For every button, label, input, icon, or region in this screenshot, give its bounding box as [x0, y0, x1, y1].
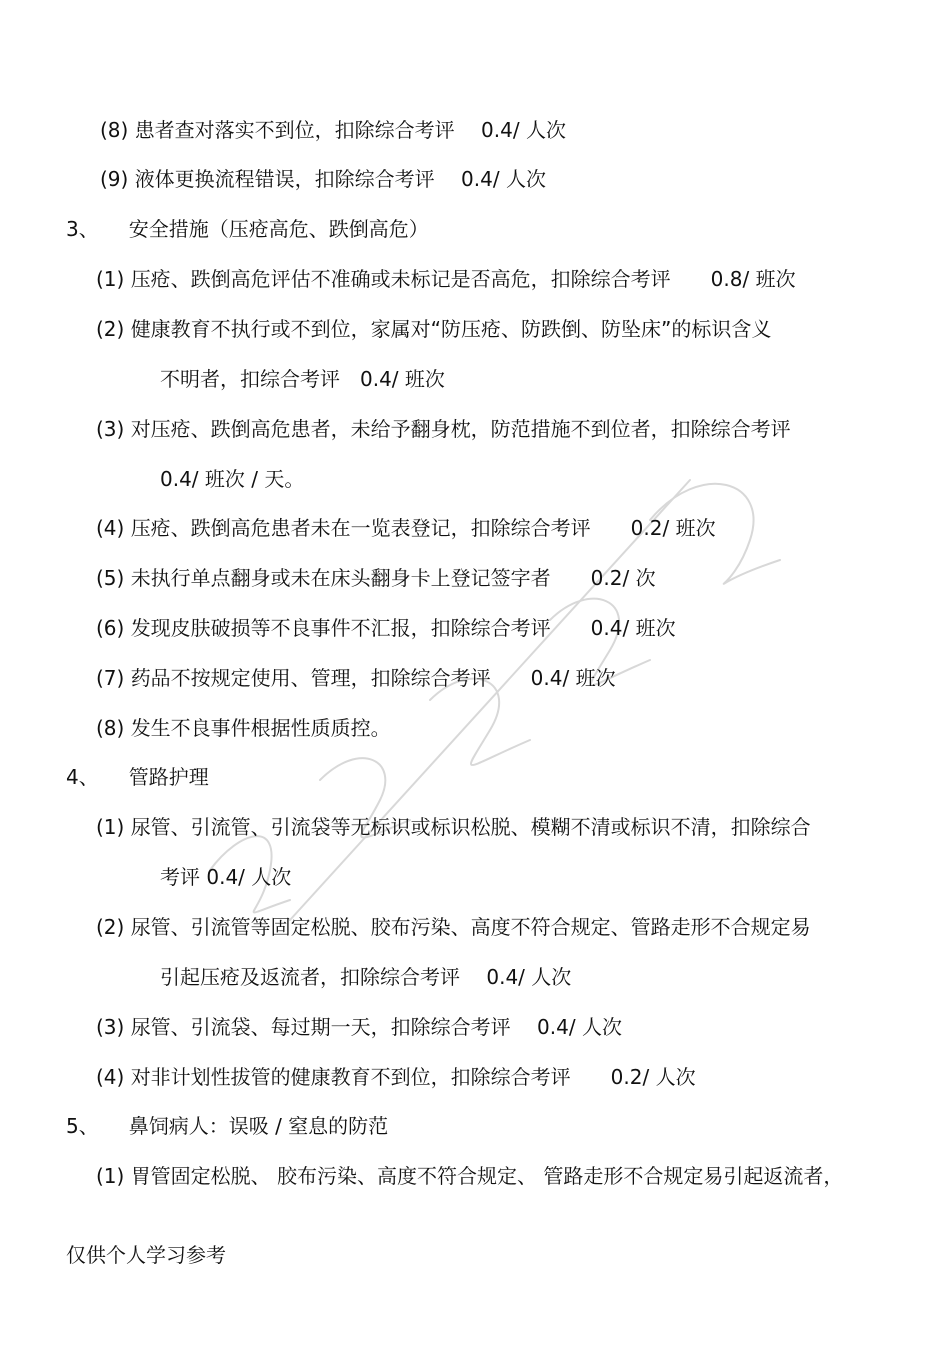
- list-item: (1) 胃管固定松脱、 胶布污染、高度不符合规定、 管路走形不合规定易引起返流者，: [96, 1164, 844, 1188]
- list-item: (1) 尿管、引流管、引流袋等无标识或标识松脱、模糊不清或标识不清，扣除综合: [96, 815, 811, 839]
- section-heading: 3、 安全措施（压疮高危、跌倒高危）: [66, 217, 429, 241]
- list-item: (8) 患者查对落实不到位，扣除综合考评 0.4/ 人次: [100, 118, 566, 142]
- list-item: (3) 尿管、引流袋、每过期一天，扣除综合考评 0.4/ 人次: [96, 1015, 622, 1039]
- section-heading: 4、 管路护理: [66, 765, 209, 789]
- section-heading: 5、 鼻饲病人：误吸 / 窒息的防范: [66, 1114, 389, 1138]
- list-item-continuation: 不明者，扣综合考评 0.4/ 班次: [160, 367, 445, 391]
- list-item: (2) 健康教育不执行或不到位，家属对“防压疮、防跌倒、防坠床”的标识含义: [96, 317, 772, 341]
- list-item: (6) 发现皮肤破损等不良事件不汇报，扣除综合考评 0.4/ 班次: [96, 616, 676, 640]
- list-item: (1) 压疮、跌倒高危评估不准确或未标记是否高危，扣除综合考评 0.8/ 班次: [96, 267, 796, 291]
- list-item-continuation: 引起压疮及返流者，扣除综合考评 0.4/ 人次: [160, 965, 572, 989]
- list-item: (4) 对非计划性拔管的健康教育不到位，扣除综合考评 0.2/ 人次: [96, 1065, 696, 1089]
- list-item: (8) 发生不良事件根据性质质控。: [96, 716, 391, 740]
- list-item: (7) 药品不按规定使用、管理，扣除综合考评 0.4/ 班次: [96, 666, 616, 690]
- list-item-continuation: 0.4/ 班次 / 天。: [160, 467, 305, 491]
- list-item: (2) 尿管、引流管等固定松脱、胶布污染、高度不符合规定、管路走形不合规定易: [96, 915, 811, 939]
- list-item: (5) 未执行单点翻身或未在床头翻身卡上登记签字者 0.2/ 次: [96, 566, 656, 590]
- footer-note: 仅供个人学习参考: [66, 1243, 226, 1267]
- list-item: (4) 压疮、跌倒高危患者未在一览表登记，扣除综合考评 0.2/ 班次: [96, 516, 716, 540]
- list-item-continuation: 考评 0.4/ 人次: [160, 865, 292, 889]
- list-item: (9) 液体更换流程错误，扣除综合考评 0.4/ 人次: [100, 167, 546, 191]
- list-item: (3) 对压疮、跌倒高危患者，未给予翻身枕，防范措施不到位者，扣除综合考评: [96, 417, 791, 441]
